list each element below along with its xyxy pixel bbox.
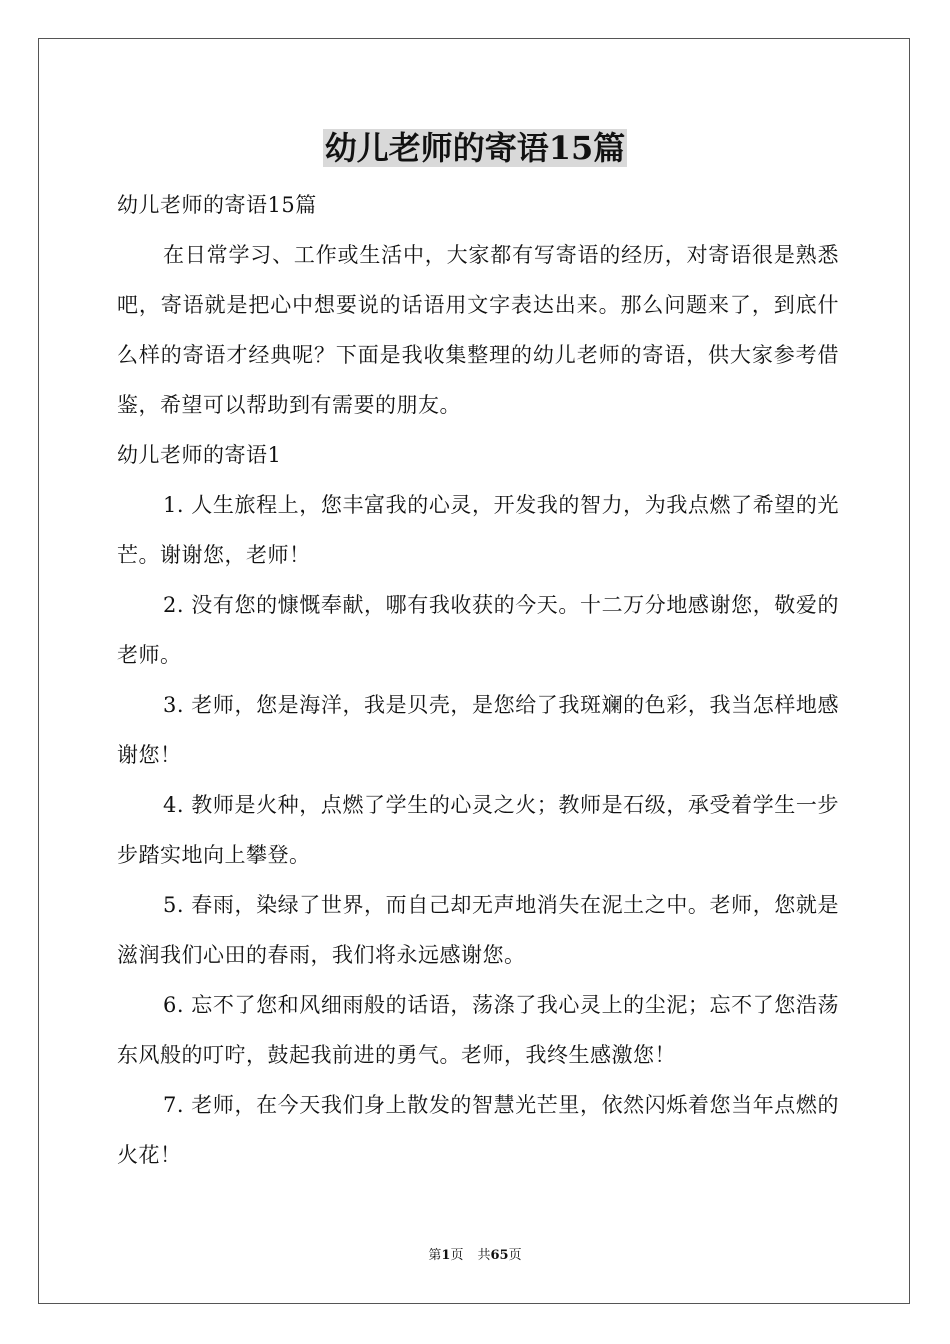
- intro-paragraph: 在日常学习、工作或生活中，大家都有写寄语的经历，对寄语很是熟悉吧，寄语就是把心中想要说的话语用文字表达出来。那么问题来了，到底什么样的寄语才经典呢？下面是我收集整理的幼儿老师的寄语，供大家参考借鉴，希望可以帮助到有需要的朋友。: [117, 243, 839, 417]
- list-item: 2. 没有您的慷慨奉献，哪有我收获的今天。十二万分地感谢您，敬爱的老师。: [117, 593, 839, 667]
- page-footer: [0, 1246, 950, 1266]
- list-item: 1. 人生旅程上，您丰富我的心灵，开发我的智力，为我点燃了希望的光芒。谢谢您，老师！: [117, 493, 839, 567]
- section-heading: 幼儿老师的寄语1: [117, 443, 282, 467]
- list-item: 4. 教师是火种，点燃了学生的心灵之火；教师是石级，承受着学生一步步踏实地向上攀登。: [117, 793, 839, 867]
- list-item: 6. 忘不了您和风细雨般的话语，荡涤了我心灵上的尘泥；忘不了您浩荡东风般的叮咛，鼓起我前进的勇气。老师，我终生感激您！: [117, 993, 839, 1067]
- list-item: 5. 春雨，染绿了世界，而自己却无声地消失在泥土之中。老师，您就是滋润我们心田的春雨，我们将永远感谢您。: [117, 893, 839, 967]
- page-suffix: 页: [450, 1248, 464, 1263]
- document-title-text: 幼儿老师的寄语15篇: [324, 129, 626, 167]
- page-total: 65: [490, 1248, 509, 1263]
- document-body: [117, 180, 839, 1180]
- page-current: 1: [441, 1248, 451, 1263]
- list-item: 3. 老师，您是海洋，我是贝壳，是您给了我斑斓的色彩，我当怎样地感谢您！: [117, 693, 839, 767]
- page-prefix: 第: [428, 1248, 442, 1263]
- document-subtitle: 幼儿老师的寄语15篇: [117, 193, 317, 217]
- total-prefix: 共: [477, 1248, 491, 1263]
- list-item: 7. 老师，在今天我们身上散发的智慧光芒里，依然闪烁着您当年点燃的火花！: [117, 1093, 839, 1167]
- total-suffix: 页: [508, 1248, 522, 1263]
- document-title: [0, 128, 950, 168]
